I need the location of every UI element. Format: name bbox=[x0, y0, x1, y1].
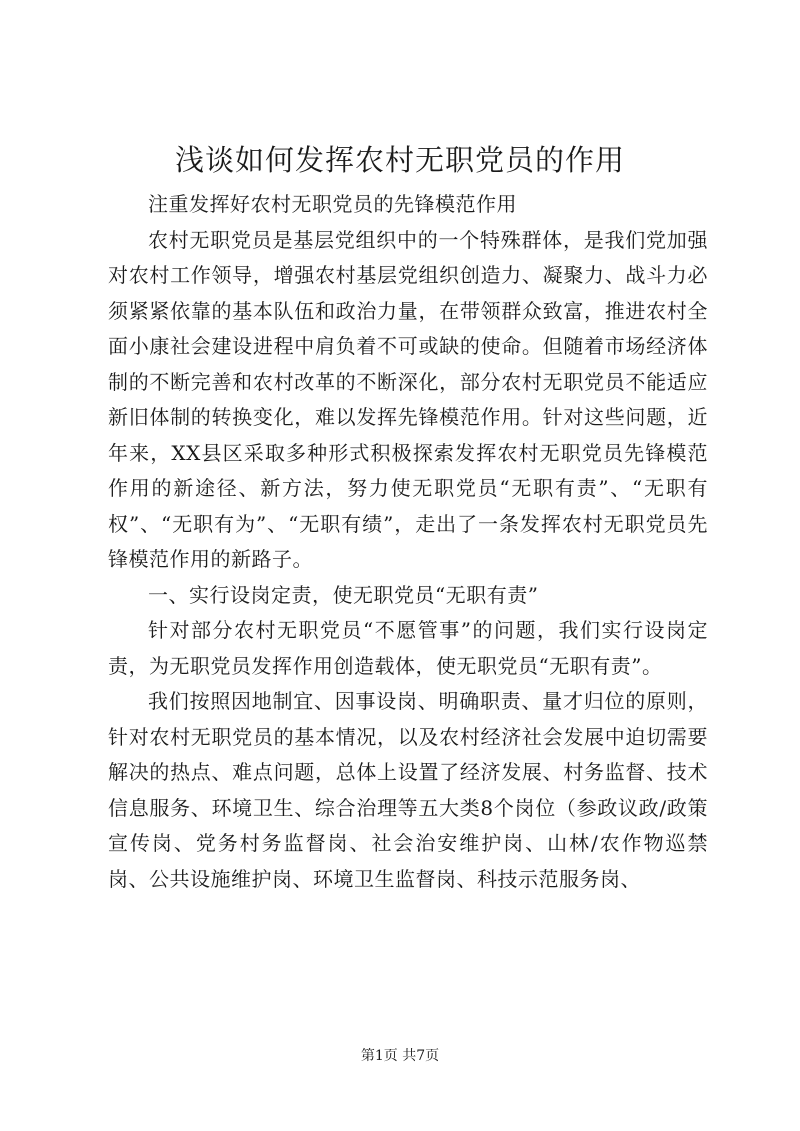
section-heading: 一、实行设岗定责，使无职党员“无职有责” bbox=[148, 582, 539, 607]
section-subtitle: 注重发挥好农村无职党员的先锋模范作用 bbox=[148, 192, 517, 216]
page-number-footer: 第1页 共7页 bbox=[360, 1048, 440, 1064]
body-paragraph: 农村无职党员是基层党组织中的一个特殊群体，是我们党加强对农村工作领导，增强农村基层党组织创造力、凝聚力、战斗力必须紧紧依靠的基本队伍和政治力量，在带领群众致富，推进农村全面小康社会建设进程中肩负着不可或缺的使命。但随着市场经济体制的不断完善和农村改革的不断深化，部分农村无职党员不能适应新旧体制的转换变化，难以发挥先锋模范作用。针对这些问题，近年来，XX县区采取多种形式积极探索发挥农村无职党员先锋模范作用的新途径、新方法，努力使无职党员“无职有责”、“无职有权”、“无职有为”、“无职有绩”，走出了一条发挥农村无职党员先锋模范作用的新路子。 bbox=[108, 227, 708, 571]
document-body bbox=[108, 187, 708, 897]
document-title: 浅谈如何发挥农村无职党员的作用 bbox=[174, 143, 625, 177]
body-paragraph: 针对部分农村无职党员“不愿管事”的问题，我们实行设岗定责，为无职党员发挥作用创造载体，使无职党员“无职有责”。 bbox=[108, 618, 708, 678]
body-paragraph: 我们按照因地制宜、因事设岗、明确职责、量才归位的原则，针对农村无职党员的基本情况，以及农村经济社会发展中迫切需要解决的热点、难点问题，总体上设置了经济发展、村务监督、技术信息服务、环境卫生、综合治理等五大类8个岗位（参政议政/政策宣传岗、党务村务监督岗、社会治安维护岗、山林/农作物巡禁岗、公共设施维护岗、环境卫生监督岗、科技示范服务岗、 bbox=[108, 689, 708, 891]
